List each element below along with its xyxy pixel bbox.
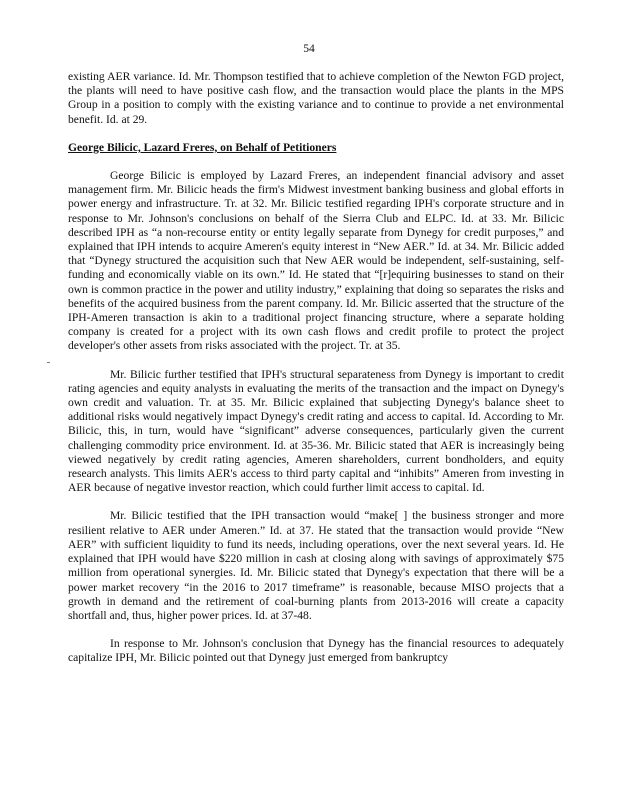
paragraph-iph-transaction: Mr. Bilicic testified that the IPH transaction would “make[ ] the business stronger and more resilient relative to AER under Ameren.” Id. at 37. He stated that the transaction would provide “New AER” with sufficient liquidity to fund its needs, including operations, over the next several years. Id. He explained that IPH would have $220 million in cash at closing along with savings of approximately $75 million from operational synergies. Id. Mr. Bilicic stated that Dynegy's expectation that there will be a power market recovery “in the 2016 to 2017 timeframe” is reasonable, because MISO projects that a growth in demand and the retirement of coal-burning plants from 2013-2016 will create a capacity shortfall and, thus, higher power prices. Id. at 37-48. bbox=[68, 509, 564, 622]
body-text bbox=[68, 70, 564, 680]
paragraph-structural-separateness: Mr. Bilicic further testified that IPH's structural separateness from Dynegy is important to credit rating agencies and equity analysts in evaluating the merits of the transaction and the impact on Dynegy's own credit and valuation. Tr. at 35. Mr. Bilicic explained that subjecting Dynegy's balance sheet to additional risks would negatively impact Dynegy's credit rating and access to capital. Id. According to Mr. Bilicic, this, in turn, would have “significant” adverse consequences, particularly given the current challenging commodity price environment. Id. at 35-36. Mr. Bilicic stated that AER is increasingly being viewed negatively by credit rating agencies, Ameren shareholders, current bondholders, and equity research analysts. This limits AER's access to third party capital and “inhibits” Ameren from investing in AER because of negative investor reaction, which could further limit access to capital. Id. bbox=[68, 367, 564, 495]
section-heading: George Bilicic, Lazard Freres, on Behalf of Petitioners bbox=[68, 140, 337, 154]
page-number: 54 bbox=[303, 42, 315, 55]
margin-mark bbox=[47, 362, 50, 363]
paragraph-bilicic-background: George Bilicic is employed by Lazard Freres, an independent financial advisory and asset management firm. Mr. Bilicic heads the firm's Midwest investment banking business and global efforts in power energy and infrastructure. Tr. at 32. Mr. Bilicic testified regarding IPH's corporate structure and in response to Mr. Johnson's conclusions on behalf of the Sierra Club and ELPC. Id. at 33. Mr. Bilicic described IPH as “a non-recourse entity or entity legally separate from Dynegy for credit purposes,” and explained that IPH intends to acquire Ameren's equity interest in “New AER.” Id. at 34. Mr. Bilicic added that “Dynegy structured the acquisition such that New AER would be independent, self-sustaining, self-funding and economically viable on its own.” Id. He stated that “[r]equiring businesses to stand on their own is common practice in the power and utility industry,” explaining that doing so separates the risks and benefits of the acquired business from the parent company. Id. Mr. Bilicic asserted that the structure of the IPH-Ameren transaction is akin to a traditional project financing structure, where a separate holding company is created for a project with its own cash flows and credit profile to protect the project developer's other assets from risks associated with the project. Tr. at 35. bbox=[68, 169, 564, 353]
paragraph-johnson-response: In response to Mr. Johnson's conclusion that Dynegy has the financial resources to adequately capitalize IPH, Mr. Bilicic pointed out that Dynegy just emerged from bankruptcy bbox=[68, 637, 564, 665]
paragraph-continuation: existing AER variance. Id. Mr. Thompson testified that to achieve completion of the Newton FGD project, the plants will need to have positive cash flow, and the transaction would place the plants in the MPS Group in a position to comply with the existing variance and to continue to provide a net environmental benefit. Id. at 29. bbox=[68, 70, 564, 126]
